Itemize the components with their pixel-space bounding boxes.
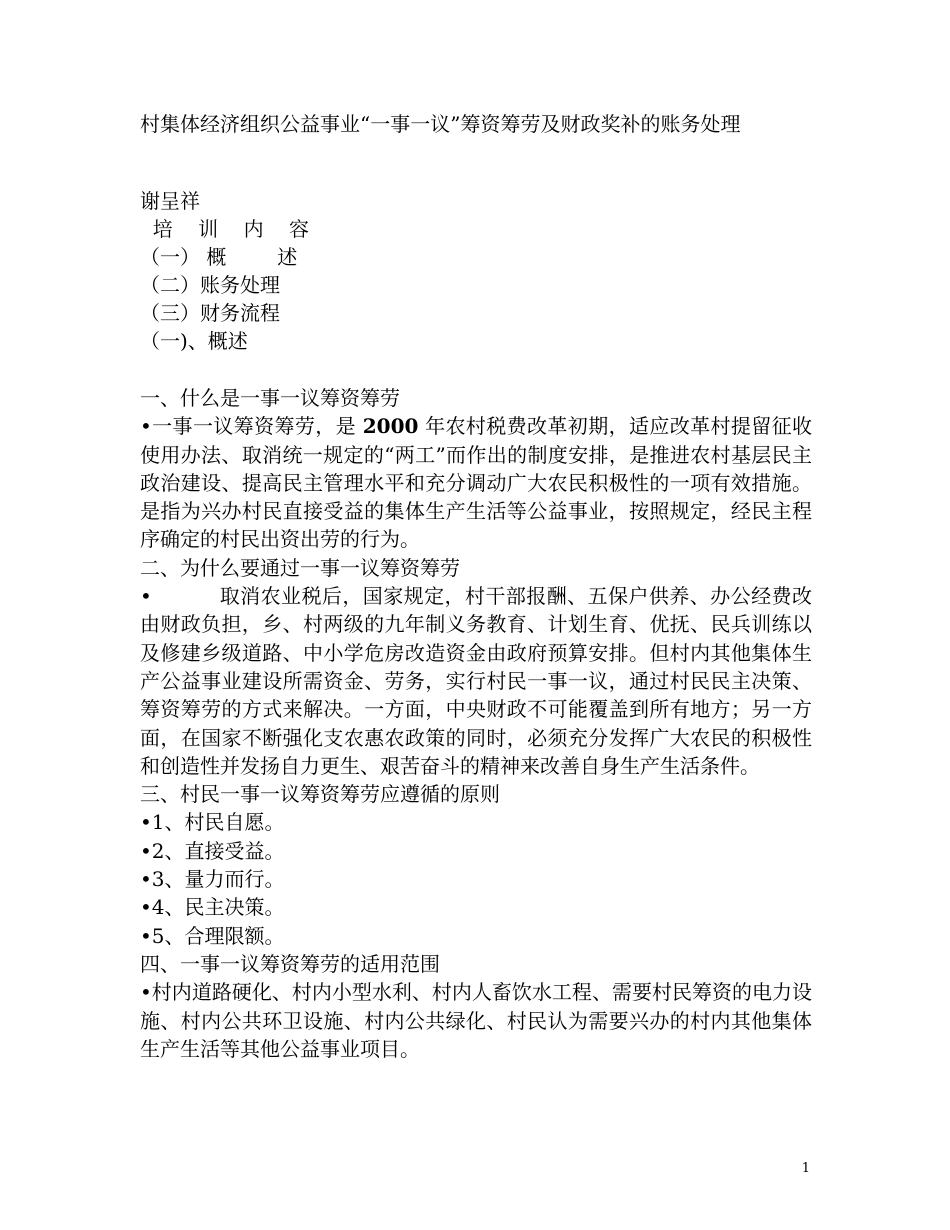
year-text: 2000 [362,414,419,439]
paragraph [140,582,812,780]
toc-item: （一） 概 述 [140,245,298,269]
list-item-text: 3、量力而行。 [151,867,285,892]
section-heading: 一、什么是一事一议筹资筹劳 [140,386,400,410]
list-item [140,893,812,921]
paragraph-text: 一事一议筹资筹劳，是 [151,414,363,439]
bullet-icon: • [140,810,152,835]
list-item-text: 4、民主决策。 [151,895,285,920]
bullet-icon: • [140,414,152,439]
toc-item: （一)、概述 [140,329,248,353]
list-item [140,865,812,893]
section-heading: 二、为什么要通过一事一议筹资筹劳 [140,555,460,580]
list-item-text: 1、村民自愿。 [151,810,285,835]
list-item [140,922,812,950]
list-item-text: 2、直接受益。 [151,838,285,863]
bullet-icon: • [140,584,152,609]
bullet-icon: • [140,867,152,892]
document-body [140,384,812,1063]
training-contents [140,215,309,355]
toc-item: （二）账务处理 [140,273,280,297]
bullet-icon: • [140,895,152,920]
bullet-icon: • [140,923,152,948]
paragraph-text: 年农村税费改革初期，适应改革村提留征收使用办法、取消统一规定的“两工”而作出的制度安排，是推进农村基层民主政治建设、提高民主管理水平和充分调动广大农民积极性的一项有效措施。是指为兴办村民直接受益的集体生产生活等公益事业，按照规定，经民主程序确定的村民出资出劳的行为。 [140,414,813,552]
paragraph-text: 村内道路硬化、村内小型水利、村内人畜饮水工程、需要村民筹资的电力设施、村内公共环卫设施、村内公共绿化、村民认为需要兴办的村内其他集体生产生活等其他公益事业项目。 [140,980,812,1061]
document-title: 村集体经济组织公益事业“一事一议”筹资筹劳及财政奖补的账务处理 [140,112,741,136]
section-heading: 四、一事一议筹资筹劳的适用范围 [140,951,440,976]
toc-heading: 培 训 内 容 [140,217,310,241]
list-item-text: 5、合理限额。 [151,923,285,948]
paragraph [140,978,812,1063]
list-item [140,837,812,865]
section-heading: 三、村民一事一议筹资筹劳应遵循的原则 [140,782,500,807]
bullet-icon: • [140,838,152,863]
list-item [140,808,812,836]
toc-item: （三）财务流程 [140,301,280,325]
paragraph [140,412,812,553]
page-number: 1 [801,1161,810,1176]
paragraph-text: 取消农业税后，国家规定，村干部报酬、五保户供养、办公经费改由财政负担，乡、村两级的九年制义务教育、计划生育、优抚、民兵训练以及修建乡级道路、中小学危房改造资金由政府预算安排。但村内其他集体生产公益事业建设所需资金、劳务，实行村民一事一议，通过村民民主决策、筹资筹劳的方式来解决。一方面，中央财政不可能覆盖到所有地方；另一方面，在国家不断强化支农惠农政策的同时，必须充分发挥广大农民的积极性和创造性并发扬自力更生、艰苦奋斗的精神来改善自身生产生活条件。 [140,584,812,778]
bullet-icon: • [140,980,152,1005]
author-name: 谢呈祥 [140,189,200,213]
